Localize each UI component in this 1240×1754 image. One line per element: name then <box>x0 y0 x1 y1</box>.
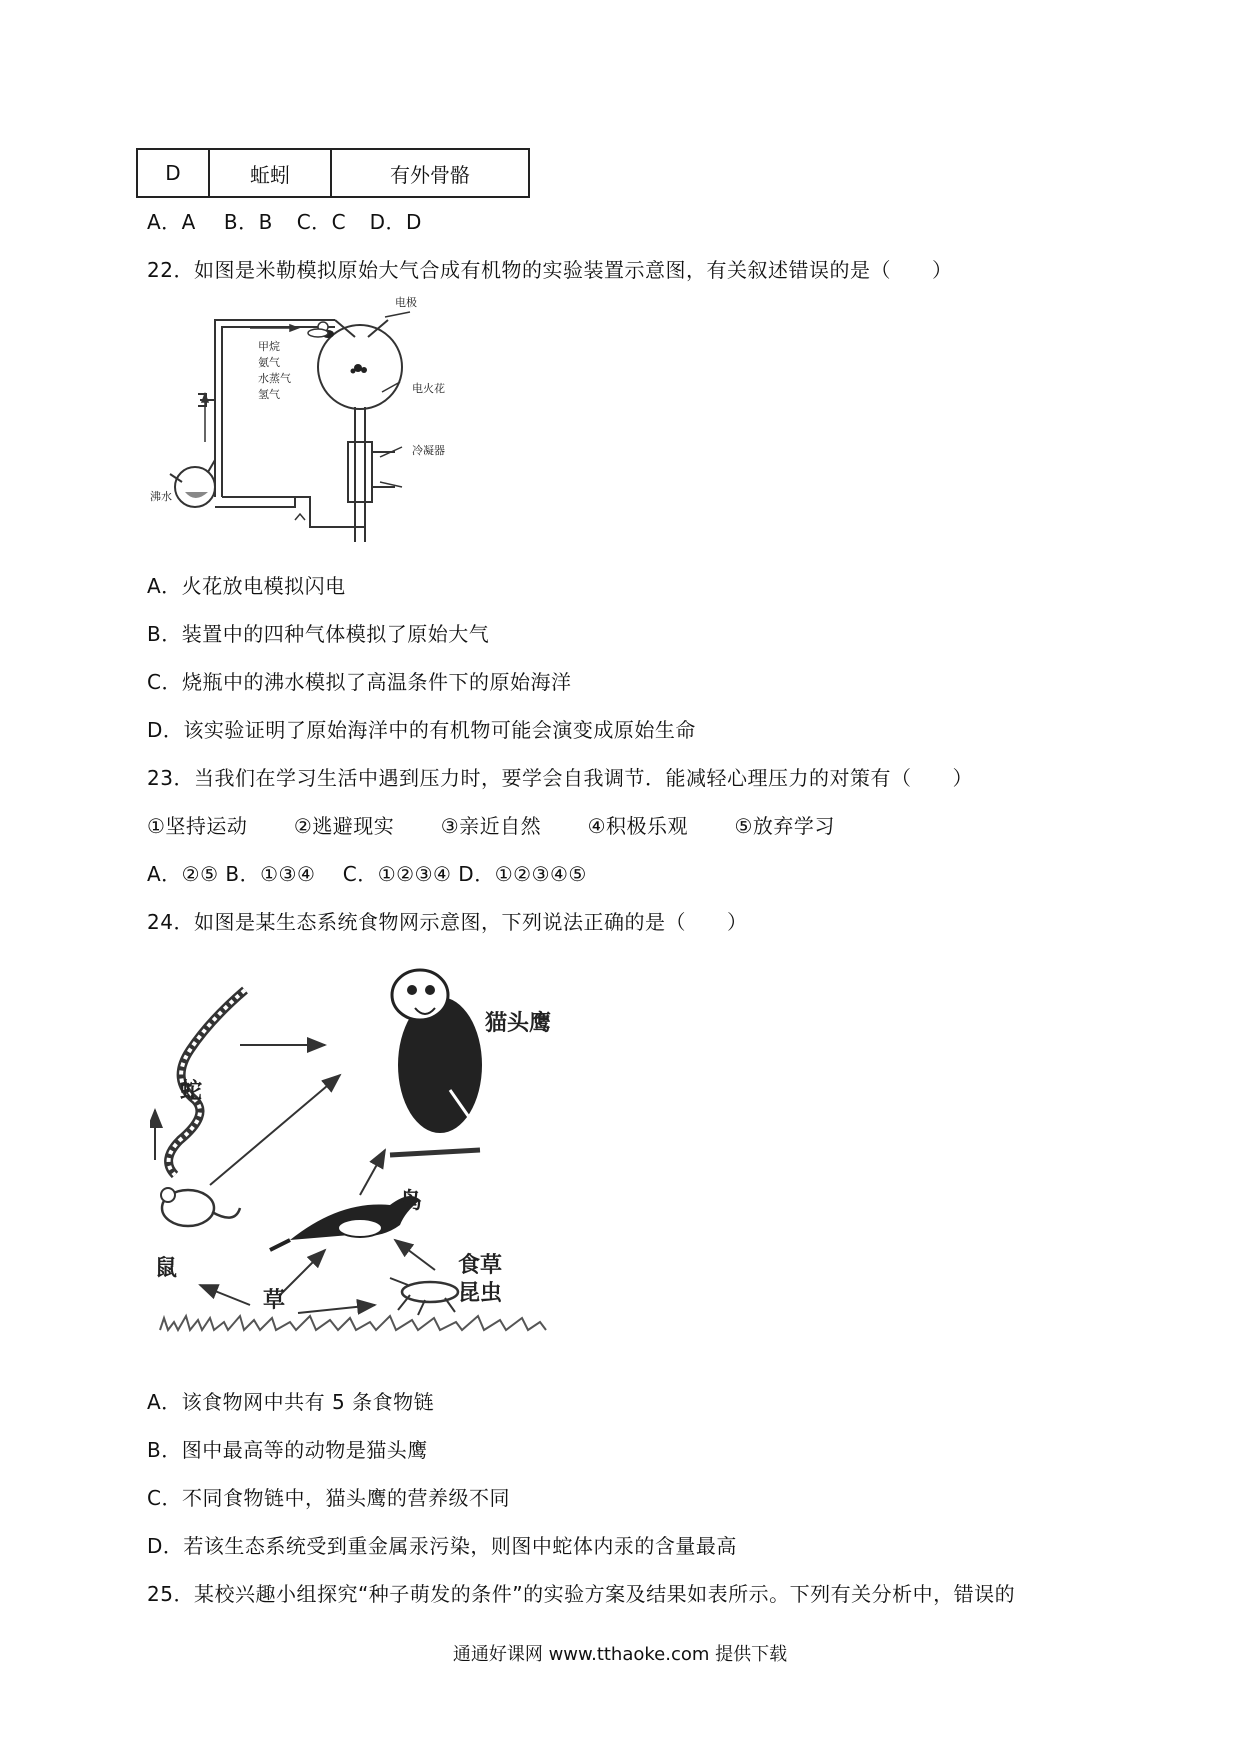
label-spark: 电火花 <box>412 382 445 395</box>
q23-stem: 23．当我们在学习生活中遇到压力时，要学会自我调节．能减轻心理压力的对策有（ ） <box>147 766 973 790</box>
label-gas-methane: 甲烷 <box>258 340 280 353</box>
q25-stem: 25．某校兴趣小组探究“种子萌发的条件”的实验方案及结果如表所示。下列有关分析中，错误的 <box>147 1582 1016 1606</box>
miller-apparatus-diagram <box>150 292 510 542</box>
label-snake: 蛇 <box>180 1078 203 1104</box>
q23-item-5: ⑤放弃学习 <box>734 814 835 838</box>
q22-option-a: A．火花放电模拟闪电 <box>147 574 346 598</box>
q23-item-4: ④积极乐观 <box>587 814 689 838</box>
q21-option-d: D．D <box>369 210 422 234</box>
q21-options <box>147 208 422 236</box>
label-gas-water-vapor: 水蒸气 <box>258 372 291 385</box>
q21-option-c: C．C <box>296 210 347 234</box>
page-footer: 通通好课网 www.tthaoke.com 提供下载 <box>452 1644 788 1665</box>
mouse-icon <box>161 1188 240 1226</box>
q23-options: A．②⑤ B．①③④ C．①②③④ D．①②③④⑤ <box>147 862 587 886</box>
label-insect-line2: 昆虫 <box>458 1280 503 1306</box>
table-cell-letter: D <box>137 149 209 197</box>
table-cell-animal: 蚯蚓 <box>209 149 331 197</box>
label-owl: 猫头鹰 <box>485 1010 552 1036</box>
answer-table-row <box>136 148 530 198</box>
q24-option-b: B．图中最高等的动物是猫头鹰 <box>147 1438 428 1462</box>
q23-items <box>147 812 835 840</box>
q21-option-b: B．B <box>223 210 273 234</box>
q22-option-b: B．装置中的四种气体模拟了原始大气 <box>147 622 490 646</box>
q23-item-2: ②逃避现实 <box>293 814 395 838</box>
q23-item-1: ①坚持运动 <box>147 814 248 838</box>
q24-option-c: C．不同食物链中，猫头鹰的营养级不同 <box>147 1486 510 1510</box>
q22-option-c: C．烧瓶中的沸水模拟了高温条件下的原始海洋 <box>147 670 572 694</box>
label-electrode: 电极 <box>395 296 417 309</box>
q21-option-a: A．A <box>147 210 196 234</box>
q22-option-d: D．该实验证明了原始海洋中的有机物可能会演变成原始生命 <box>147 718 696 742</box>
label-grass: 草 <box>263 1287 286 1313</box>
grass-strip <box>160 1316 546 1330</box>
label-condenser: 冷凝器 <box>412 444 445 457</box>
q24-stem: 24．如图是某生态系统食物网示意图，下列说法正确的是（ ） <box>147 910 748 934</box>
q22-stem: 22．如图是米勒模拟原始大气合成有机物的实验装置示意图，有关叙述错误的是（ ） <box>147 258 953 282</box>
insect-icon <box>390 1278 458 1315</box>
label-gas-ammonia: 氨气 <box>258 356 280 369</box>
label-boiling-water: 沸水 <box>150 490 172 503</box>
label-gas-hydrogen: 氢气 <box>258 388 280 401</box>
label-bird: 鸟 <box>400 1188 423 1214</box>
q23-item-3: ③亲近自然 <box>440 814 542 838</box>
q24-option-d: D．若该生态系统受到重金属汞污染，则图中蛇体内汞的含量最高 <box>147 1534 737 1558</box>
owl-icon <box>390 970 485 1155</box>
table-cell-feature: 有外骨骼 <box>331 149 529 197</box>
label-mouse: 鼠 <box>155 1255 178 1281</box>
label-insect-line1: 食草 <box>458 1252 503 1278</box>
q24-option-a: A．该食物网中共有 5 条食物链 <box>147 1390 435 1414</box>
food-web-diagram <box>150 950 570 1345</box>
